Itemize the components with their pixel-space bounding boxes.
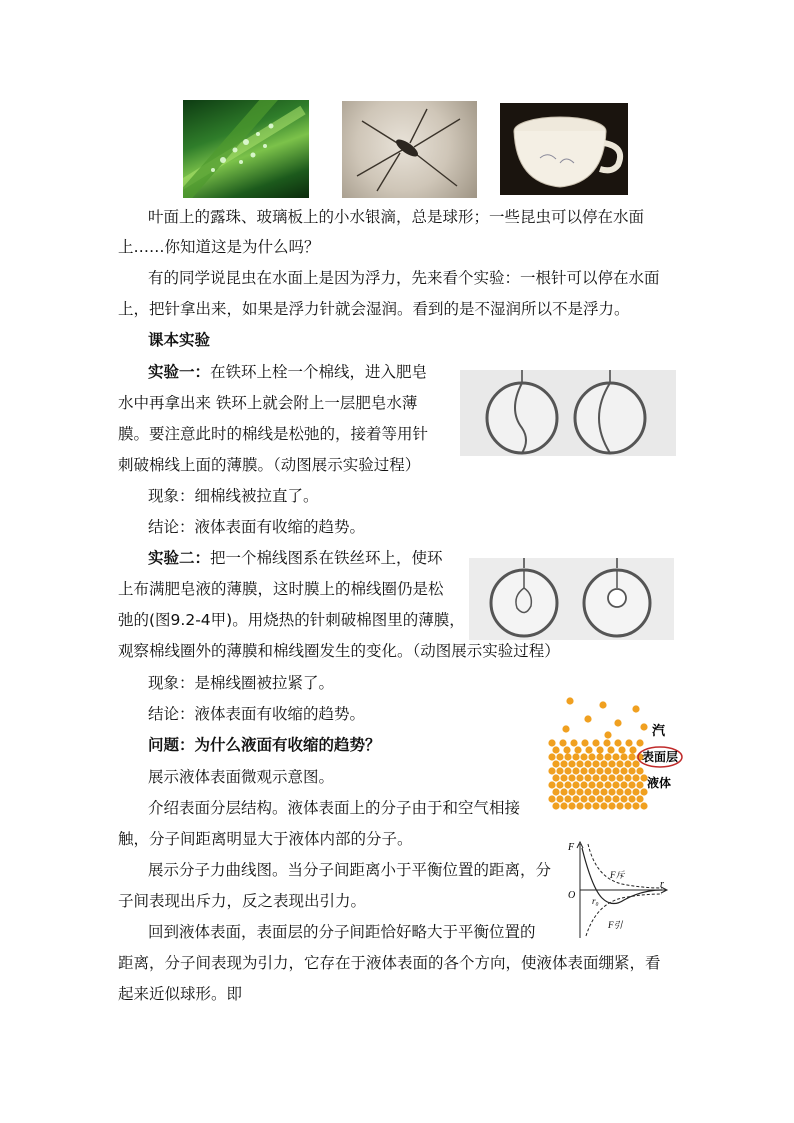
label-r: r — [660, 879, 664, 890]
molecule-dot — [584, 760, 591, 767]
molecule-dot — [600, 802, 607, 809]
molecule-dot — [612, 795, 619, 802]
molecule-dot — [607, 746, 614, 753]
molecule-dot — [584, 774, 591, 781]
section-heading: 课本实验 — [148, 331, 211, 349]
molecule-dot — [560, 760, 567, 767]
paragraph-line: 上，把针拿出来，如果是浮力针就会湿润。看到的是不湿润所以不是浮力。 — [118, 300, 630, 318]
molecule-dot — [624, 774, 631, 781]
molecular-force-graph — [562, 838, 672, 942]
molecule-dot — [574, 746, 581, 753]
molecule-dot — [560, 774, 567, 781]
molecule-dot — [628, 795, 635, 802]
molecule-dot — [592, 774, 599, 781]
molecule-dot — [564, 767, 571, 774]
molecule-dot — [624, 802, 631, 809]
molecule-dot — [588, 795, 595, 802]
molecule-dot — [614, 719, 621, 726]
paragraph-line: 距离，分子间表现为引力，它存在于液体表面的各个方向，使液体表面绷紧，看 — [118, 954, 661, 972]
molecule-dot — [562, 725, 569, 732]
exp1-line — [148, 362, 427, 382]
molecule-dot — [566, 697, 573, 704]
molecule-dot — [620, 767, 627, 774]
molecule-dot — [596, 781, 603, 788]
molecule-dot — [548, 781, 555, 788]
molecule-dot — [576, 802, 583, 809]
label-surface-layer: 表面层 — [642, 750, 679, 764]
molecule-dot — [556, 781, 563, 788]
molecule-dot — [548, 767, 555, 774]
label-r0: r₀ — [592, 896, 599, 906]
molecule-dot — [612, 753, 619, 760]
repulsive-force-curve — [588, 844, 662, 888]
question-heading: 问题：为什么液面有收缩的趋势？ — [148, 736, 381, 754]
molecule-dot — [640, 723, 647, 730]
molecule-dot — [552, 802, 559, 809]
molecule-dot — [636, 767, 643, 774]
molecule-dot — [572, 781, 579, 788]
surface-molecule-diagram — [548, 695, 690, 813]
molecule-dot — [608, 774, 615, 781]
molecule-dot — [592, 760, 599, 767]
molecule-dot — [632, 802, 639, 809]
exp2-text: 把一个棉线图系在铁丝环上，使环 — [210, 549, 443, 567]
label-vapor: 汽 — [652, 724, 666, 739]
molecule-dot — [604, 753, 611, 760]
molecule-dot — [548, 795, 555, 802]
molecule-dot — [584, 715, 591, 722]
molecule-dot — [616, 774, 623, 781]
molecule-dot — [599, 701, 606, 708]
molecule-dot — [588, 781, 595, 788]
paragraph-line: 展示液体表面微观示意图。 — [148, 768, 335, 786]
molecule-dot — [552, 788, 559, 795]
exp2-line — [148, 548, 443, 568]
molecule-dot — [548, 739, 555, 746]
exp1-line: 水中再拿出来 铁环上就会附上一层肥皂水薄 — [118, 394, 418, 412]
molecule-dot — [588, 753, 595, 760]
molecule-dot — [576, 760, 583, 767]
molecule-dot — [618, 746, 625, 753]
exp2-conclusion: 结论：液体表面有收缩的趋势。 — [148, 705, 366, 723]
molecule-dot — [614, 739, 621, 746]
molecule-dot — [580, 781, 587, 788]
molecule-dot — [629, 746, 636, 753]
molecule-dot — [620, 753, 627, 760]
exp1-line: 膜。要注意此时的棉线是松弛的，接着等用针 — [118, 425, 429, 443]
molecule-dot — [556, 767, 563, 774]
molecule-dot — [600, 788, 607, 795]
exp2-phenomenon: 现象：是棉线圈被拉紧了。 — [148, 674, 335, 692]
molecule-dot — [632, 705, 639, 712]
molecule-dot — [559, 739, 566, 746]
photo-dew-leaf — [183, 100, 309, 198]
exp2-line: 观察棉线圈外的薄膜和棉线圈发生的变化。（动图展示实验过程） — [118, 642, 560, 660]
molecule-dot — [632, 788, 639, 795]
molecule-dot — [592, 802, 599, 809]
molecule-dot — [568, 788, 575, 795]
exp1-text: 在铁环上栓一个棉线，进入肥皂 — [210, 363, 428, 381]
molecule-dot — [592, 788, 599, 795]
molecule-dot — [572, 767, 579, 774]
paragraph-line: 展示分子力曲线图。当分子间距离小于平衡位置的距离，分 — [148, 861, 552, 879]
molecule-dot — [604, 767, 611, 774]
molecule-dot — [580, 767, 587, 774]
molecule-dot — [604, 795, 611, 802]
label-F-attractive: F引 — [608, 920, 623, 930]
label-liquid: 液体 — [647, 776, 672, 790]
molecule-dot — [564, 795, 571, 802]
molecule-dot — [568, 760, 575, 767]
molecule-dot — [572, 795, 579, 802]
molecule-dot — [584, 802, 591, 809]
paragraph-line: 介绍表面分层结构。液体表面上的分子由于和空气相接 — [148, 799, 521, 817]
molecule-dot — [608, 802, 615, 809]
molecule-dot — [552, 760, 559, 767]
molecule-dot — [560, 788, 567, 795]
molecule-dot — [632, 774, 639, 781]
paragraph-line: 上……你知道这是为什么吗？ — [118, 238, 320, 256]
molecule-dot — [604, 731, 611, 738]
molecule-dot — [600, 774, 607, 781]
molecule-dot — [548, 753, 555, 760]
exp1-line: 刺破棉线上面的薄膜。（动图展示实验过程） — [118, 456, 421, 474]
paragraph-line: 回到液体表面，表面层的分子间距恰好略大于平衡位置的 — [148, 923, 536, 941]
molecule-dot — [552, 746, 559, 753]
molecule-dot — [568, 802, 575, 809]
molecule-dot — [564, 753, 571, 760]
molecule-dot — [584, 788, 591, 795]
paragraph-line: 触，分子间距离明显大于液体内部的分子。 — [118, 830, 413, 848]
molecule-dot — [563, 746, 570, 753]
label-F-repulsive: F斥 — [610, 870, 625, 880]
molecule-dot — [588, 767, 595, 774]
molecule-dot — [636, 739, 643, 746]
molecule-dot — [560, 802, 567, 809]
molecule-dot — [556, 795, 563, 802]
molecule-dot — [585, 746, 592, 753]
photo-teacup — [500, 103, 628, 195]
molecule-dot — [625, 739, 632, 746]
molecule-dot — [596, 746, 603, 753]
molecule-dot — [628, 753, 635, 760]
molecule-dot — [564, 781, 571, 788]
exp1-ring-figure — [460, 370, 676, 456]
molecule-dot — [636, 781, 643, 788]
molecule-dot — [608, 760, 615, 767]
paragraph-line: 有的同学说昆虫在水面上是因为浮力，先来看个实验：一根针可以停在水面 — [148, 269, 660, 287]
paragraph-line: 起来近似球形。即 — [118, 985, 243, 1003]
molecule-dot — [556, 753, 563, 760]
molecule-dot — [600, 760, 607, 767]
molecule-dot — [624, 788, 631, 795]
molecule-dot — [604, 781, 611, 788]
molecule-dot — [576, 788, 583, 795]
molecule-dot — [570, 739, 577, 746]
exp2-ring-figure — [469, 558, 674, 640]
molecule-dot — [596, 795, 603, 802]
exp1-phenomenon: 现象：细棉线被拉直了。 — [148, 487, 319, 505]
label-O: O — [568, 890, 576, 901]
molecule-dot — [596, 767, 603, 774]
molecule-dot — [620, 781, 627, 788]
molecule-dot — [592, 739, 599, 746]
photo-water-strider — [342, 101, 477, 198]
exp1-label: 实验一： — [148, 363, 211, 381]
exp2-line: 弛的(图9.2-4甲)。用烧热的针刺破棉图里的薄膜， — [118, 611, 465, 629]
molecule-dot — [581, 739, 588, 746]
molecule-dot — [580, 753, 587, 760]
molecule-dot — [628, 767, 635, 774]
exp2-label: 实验二： — [148, 549, 211, 567]
molecule-dot — [576, 774, 583, 781]
molecule-dot — [612, 781, 619, 788]
molecule-dot — [568, 774, 575, 781]
molecule-dot — [616, 760, 623, 767]
paragraph-line: 子间表现出斥力，反之表现出引力。 — [118, 892, 367, 910]
molecule-dot — [580, 795, 587, 802]
molecule-dot — [596, 753, 603, 760]
exp2-line: 上布满肥皂液的薄膜，这时膜上的棉线圈仍是松 — [118, 580, 444, 598]
molecule-dot — [612, 767, 619, 774]
exp1-conclusion: 结论：液体表面有收缩的趋势。 — [148, 518, 366, 536]
label-F: F — [568, 842, 575, 853]
molecule-dot — [608, 788, 615, 795]
molecule-dot — [620, 795, 627, 802]
molecule-dot — [603, 739, 610, 746]
molecule-dot — [616, 802, 623, 809]
molecule-dots — [548, 697, 647, 809]
molecule-dot — [572, 753, 579, 760]
molecule-dot — [636, 795, 643, 802]
molecule-dot — [624, 760, 631, 767]
molecule-dot — [552, 774, 559, 781]
molecule-dot — [616, 788, 623, 795]
paragraph-line: 叶面上的露珠、玻璃板上的小水银滴，总是球形；一些昆虫可以停在水面 — [148, 208, 645, 226]
molecule-dot — [632, 760, 639, 767]
molecule-dot — [628, 781, 635, 788]
molecule-dot — [640, 802, 647, 809]
